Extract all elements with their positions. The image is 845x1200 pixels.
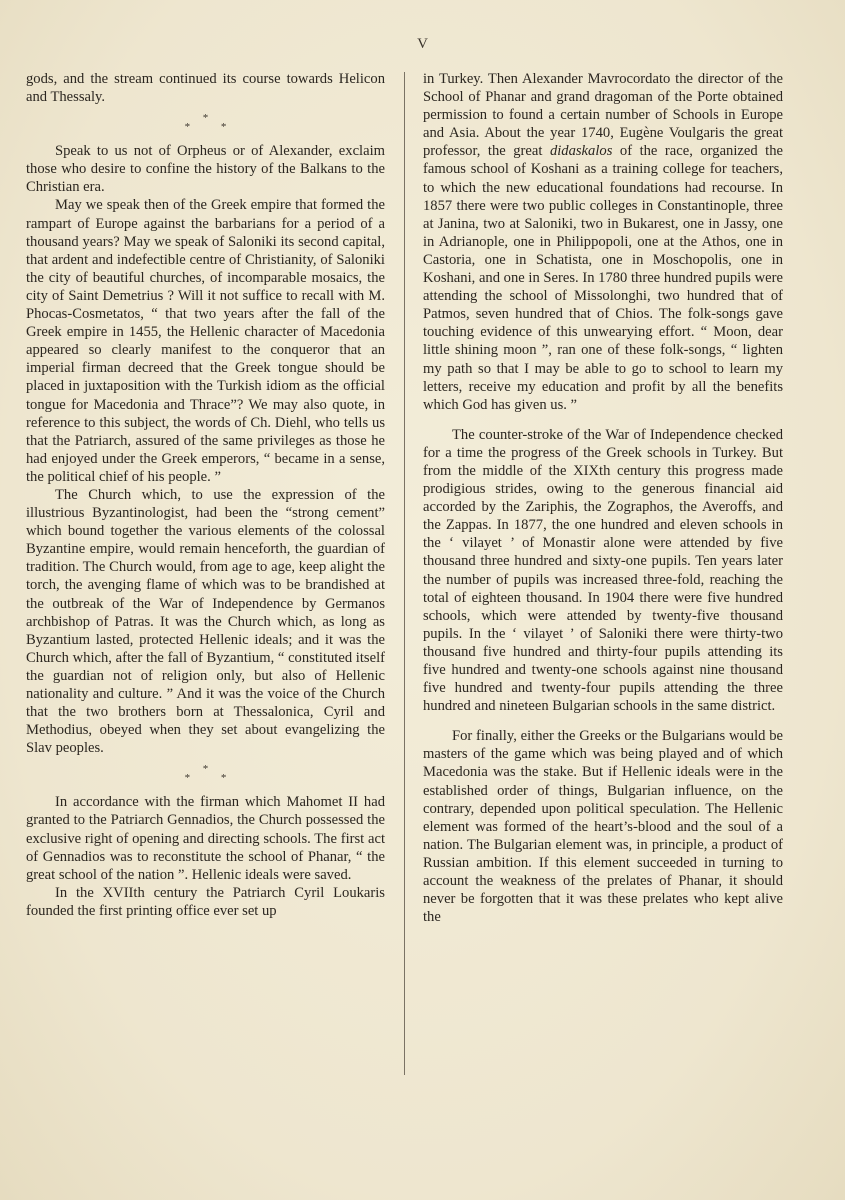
paragraph: In the XVIIth century the Patriarch Cyril Loukaris founded the first printing office ever set up — [26, 884, 385, 919]
paragraph: For finally, either the Greeks or the Bulgarians would be masters of the game which was being played and of which Macedonia was the stake. But if Hellenic ideals were in the established order of things, Bulgarian influence, on the contrary, depended upon political speculation. The Hellenic element was formed of the heart’s-blood and the soul of a nation. The Bulgarian element was, in principle, a product of Russian ambition. If this element succeeded in turning to account the weakness of the prelates of Phanar, it should never be forgotten that it was these prelates who kept alive the — [423, 728, 783, 926]
page-number: V — [417, 36, 428, 52]
asterism-top: * — [202, 112, 209, 125]
column-divider — [404, 72, 405, 1075]
section-asterism — [26, 114, 385, 132]
left-column — [26, 70, 385, 920]
paragraph: Speak to us not of Orpheus or of Alexander, exclaim those who desire to confine the history of the Balkans to the Christian era. — [26, 143, 385, 196]
paragraph: The counter-stroke of the War of Independence checked for a time the progress of the Greek schools in Turkey. But from the middle of the XIXth century this progress made prodigious strides, owing to the generous financial aid accorded by the Zariphis, the Zographos, the Averoffs, and the Zappas. In 1877, the one hundred and eleven schools in the ‘ vilayet ’ of Monastir alone were attended by five thousand three hundred and sixty-one pupils. Ten years later the number of pupils was increased three-fold, reaching the total of eighteen thousand. In 1904 there were five hundred schools, which were attended by twenty-five thousand pupils. In the ‘ vilayet ’ of Saloniki there were thirty-two thousand five hundred and thirty-four pupils attending its five hundred and twenty-one schools against nine thousand five hundred and twenty-four pupils attending the three hundred and nineteen Bulgarian schools in the same district. — [423, 426, 783, 715]
paragraph: gods, and the stream continued its course towards Helicon and Thessaly. — [26, 71, 385, 106]
right-column — [423, 70, 783, 926]
italic-term: didaskalos — [549, 143, 613, 160]
paragraph-text: of the race, organized the famous school of Koshani as a training college for teachers, to which the new educational foundations had recourse. In 1857 there were two public colleges in Constantinople, three at Janina, two at Saloniki, two in Bukarest, one in Jassy, one in Adrianople, one in Philippopoli, one at the Athos, one in Castoria, one in Schatista, one in Moschopolis, one in Koshani, and one in Seres. In 1780 three hundred pupils were attending the school of Missolonghi, two hundred that of Patmos, seven hundred that of Chios. The folk-songs gave touching evidence of this unwearying effort. “ Moon, dear little shining moon ”, ran one of these folk-songs, “ lighten my path so that I may be able to go to school to learn my letters, receive my education and profit by all the benefits which God has given us. ” — [423, 143, 783, 413]
paragraph: In accordance with the firman which Mahomet II had granted to the Patriarch Gennadios, the Church possessed the exclusive right of opening and directing schools. The first act of Gennadios was to reconstitute the school of Phanar, “ the great school of the nation ”. Hellenic ideals were saved. — [26, 794, 385, 883]
paragraph: The Church which, to use the expression of the illustrious Byzantinologist, had been the “strong cement” which bound together the various elements of the colossal Byzantine empire, would remain henceforth, the guardian of tradition. The Church would, from age to age, keep alight the torch, the avenging flame of which was to be brandished at the outbreak of the War of Independence by Germanos archbishop of Patras. It was the Church which, as long as Byzantium lasted, protected Hellenic ideals; and it was the Church which, after the fall of Byzantium, “ constituted itself the guardian not of religion only, but also of Hellenic nationality and culture. ” And it was the voice of the Church that the two brothers born at Thessalonica, Cyril and Methodius, obeyed when they set about evangelizing the Slav peoples. — [26, 486, 385, 757]
paragraph: May we speak then of the Greek empire that formed the rampart of Europe against the barbarians for a period of a thousand years? May we speak of Saloniki its second capital, that ardent and indefectible centre of Christianity, of Saloniki the city of beautiful churches, of incomparable mosaics, the city of Saint Demetrius ? Will it not suffice to recall with M. Phocas-Cosmetatos, “ that two years after the fall of the Greek empire in 1455, the Hellenic character of Macedonia appeared so clearly manifest to the conqueror that an imperial firman decreed that the Greek tongue should be placed in juxtaposition with the Turkish idiom as the official tongue for Macedonia and Thrace”? We may also quote, in reference to this subject, the words of Ch. Diehl, who tells us that the Patriarch, assured of the same privileges as those he had enjoyed under the Greek emperors, “ became in a sense, the political chief of his people. ” — [26, 197, 385, 485]
paragraph — [423, 70, 783, 414]
asterism-bottom: * * — [184, 121, 241, 134]
section-asterism — [26, 765, 385, 783]
paragraph-text: in Turkey. Then Alexander Mavrocordato the director of the School of Phanar and grand dragoman of the Porte obtained permission to found a certain number of Schools in Europe and Asia. About the year 1740, Eugène Voulgaris the great professor, the great — [423, 71, 783, 160]
asterism-top: * — [202, 763, 209, 776]
asterism-bottom: * * — [184, 772, 241, 785]
